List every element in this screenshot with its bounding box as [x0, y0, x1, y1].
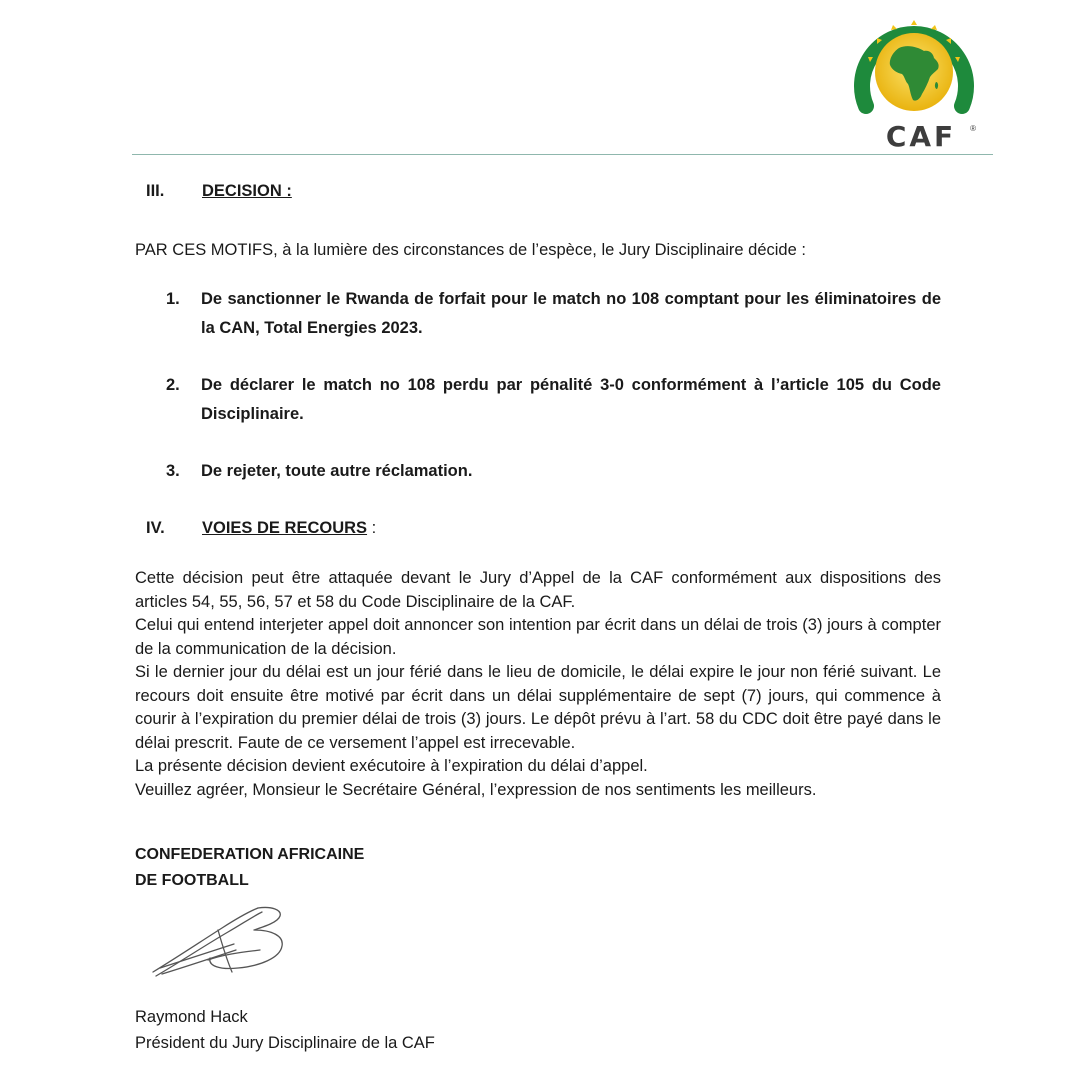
item-text: De rejeter, toute autre réclamation.: [201, 462, 473, 480]
recours-paragraph: Cette décision peut être attaquée devant le Jury d’Appel de la CAF conformément aux dispositions des articles 54, 55, 56, 57 et 58 du Code Disciplinaire de la CAF.: [135, 569, 941, 611]
caf-emblem-icon: [852, 14, 976, 126]
section-number: III.: [146, 182, 165, 200]
section-recours-heading: [146, 519, 376, 538]
decision-item: [166, 371, 941, 429]
signer-title: Président du Jury Disciplinaire de la CAF: [135, 1034, 435, 1052]
signer-name: Raymond Hack: [135, 1008, 248, 1026]
registered-mark: ®: [970, 124, 976, 133]
item-text: De sanctionner le Rwanda de forfait pour le match no 108 comptant pour les éliminatoires de la CAN, Total Energies 2023.: [201, 290, 941, 337]
section-title: VOIES DE RECOURS: [202, 519, 368, 537]
item-text: De déclarer le match no 108 perdu par pénalité 3-0 conformément à l’article 105 du Code Disciplinaire.: [201, 376, 941, 423]
signature-icon: [148, 900, 293, 982]
decision-item: [166, 285, 941, 343]
signer-block: [135, 1004, 435, 1056]
decision-item: [166, 457, 941, 486]
header-rule: [132, 154, 993, 155]
recours-paragraph: Celui qui entend interjeter appel doit annoncer son intention par écrit dans un délai de trois (3) jours à compter de la communication de la décision.: [135, 616, 941, 658]
item-number: 1.: [166, 290, 180, 308]
organization-name: [135, 842, 364, 894]
recours-paragraph: La présente décision devient exécutoire à l’expiration du délai d’appel.: [135, 757, 648, 775]
caf-logo: [852, 14, 976, 153]
section-title: DECISION :: [202, 182, 292, 200]
section-colon: :: [367, 519, 377, 537]
item-number: 3.: [166, 462, 180, 480]
org-line: CONFEDERATION AFRICAINE: [135, 846, 365, 863]
section-decision-heading: [146, 182, 292, 201]
section-number: IV.: [146, 519, 165, 537]
recours-paragraph: Veuillez agréer, Monsieur le Secrétaire Général, l’expression de nos sentiments les meilleurs.: [135, 780, 817, 799]
recours-paragraph: Si le dernier jour du délai est un jour férié dans le lieu de domicile, le délai expire le jour non férié suivant. Le recours doit ensuite être motivé par écrit dans un délai supplémentaire de sept (7) jours, qui commence à courir à l’expiration du premier délai de trois (3) jours. Le dépôt prévu à l’art. 58 du CDC doit être payé dans le délai prescrit. Faute de ce versement l’appel est irrecevable.: [135, 663, 941, 752]
decision-intro: PAR CES MOTIFS, à la lumière des circonstances de l’espèce, le Jury Disciplinaire décide :: [135, 241, 806, 259]
caf-logo-text: CAF: [885, 120, 957, 153]
org-line: DE FOOTBALL: [135, 872, 249, 889]
item-number: 2.: [166, 376, 180, 394]
recours-body: [135, 567, 941, 802]
